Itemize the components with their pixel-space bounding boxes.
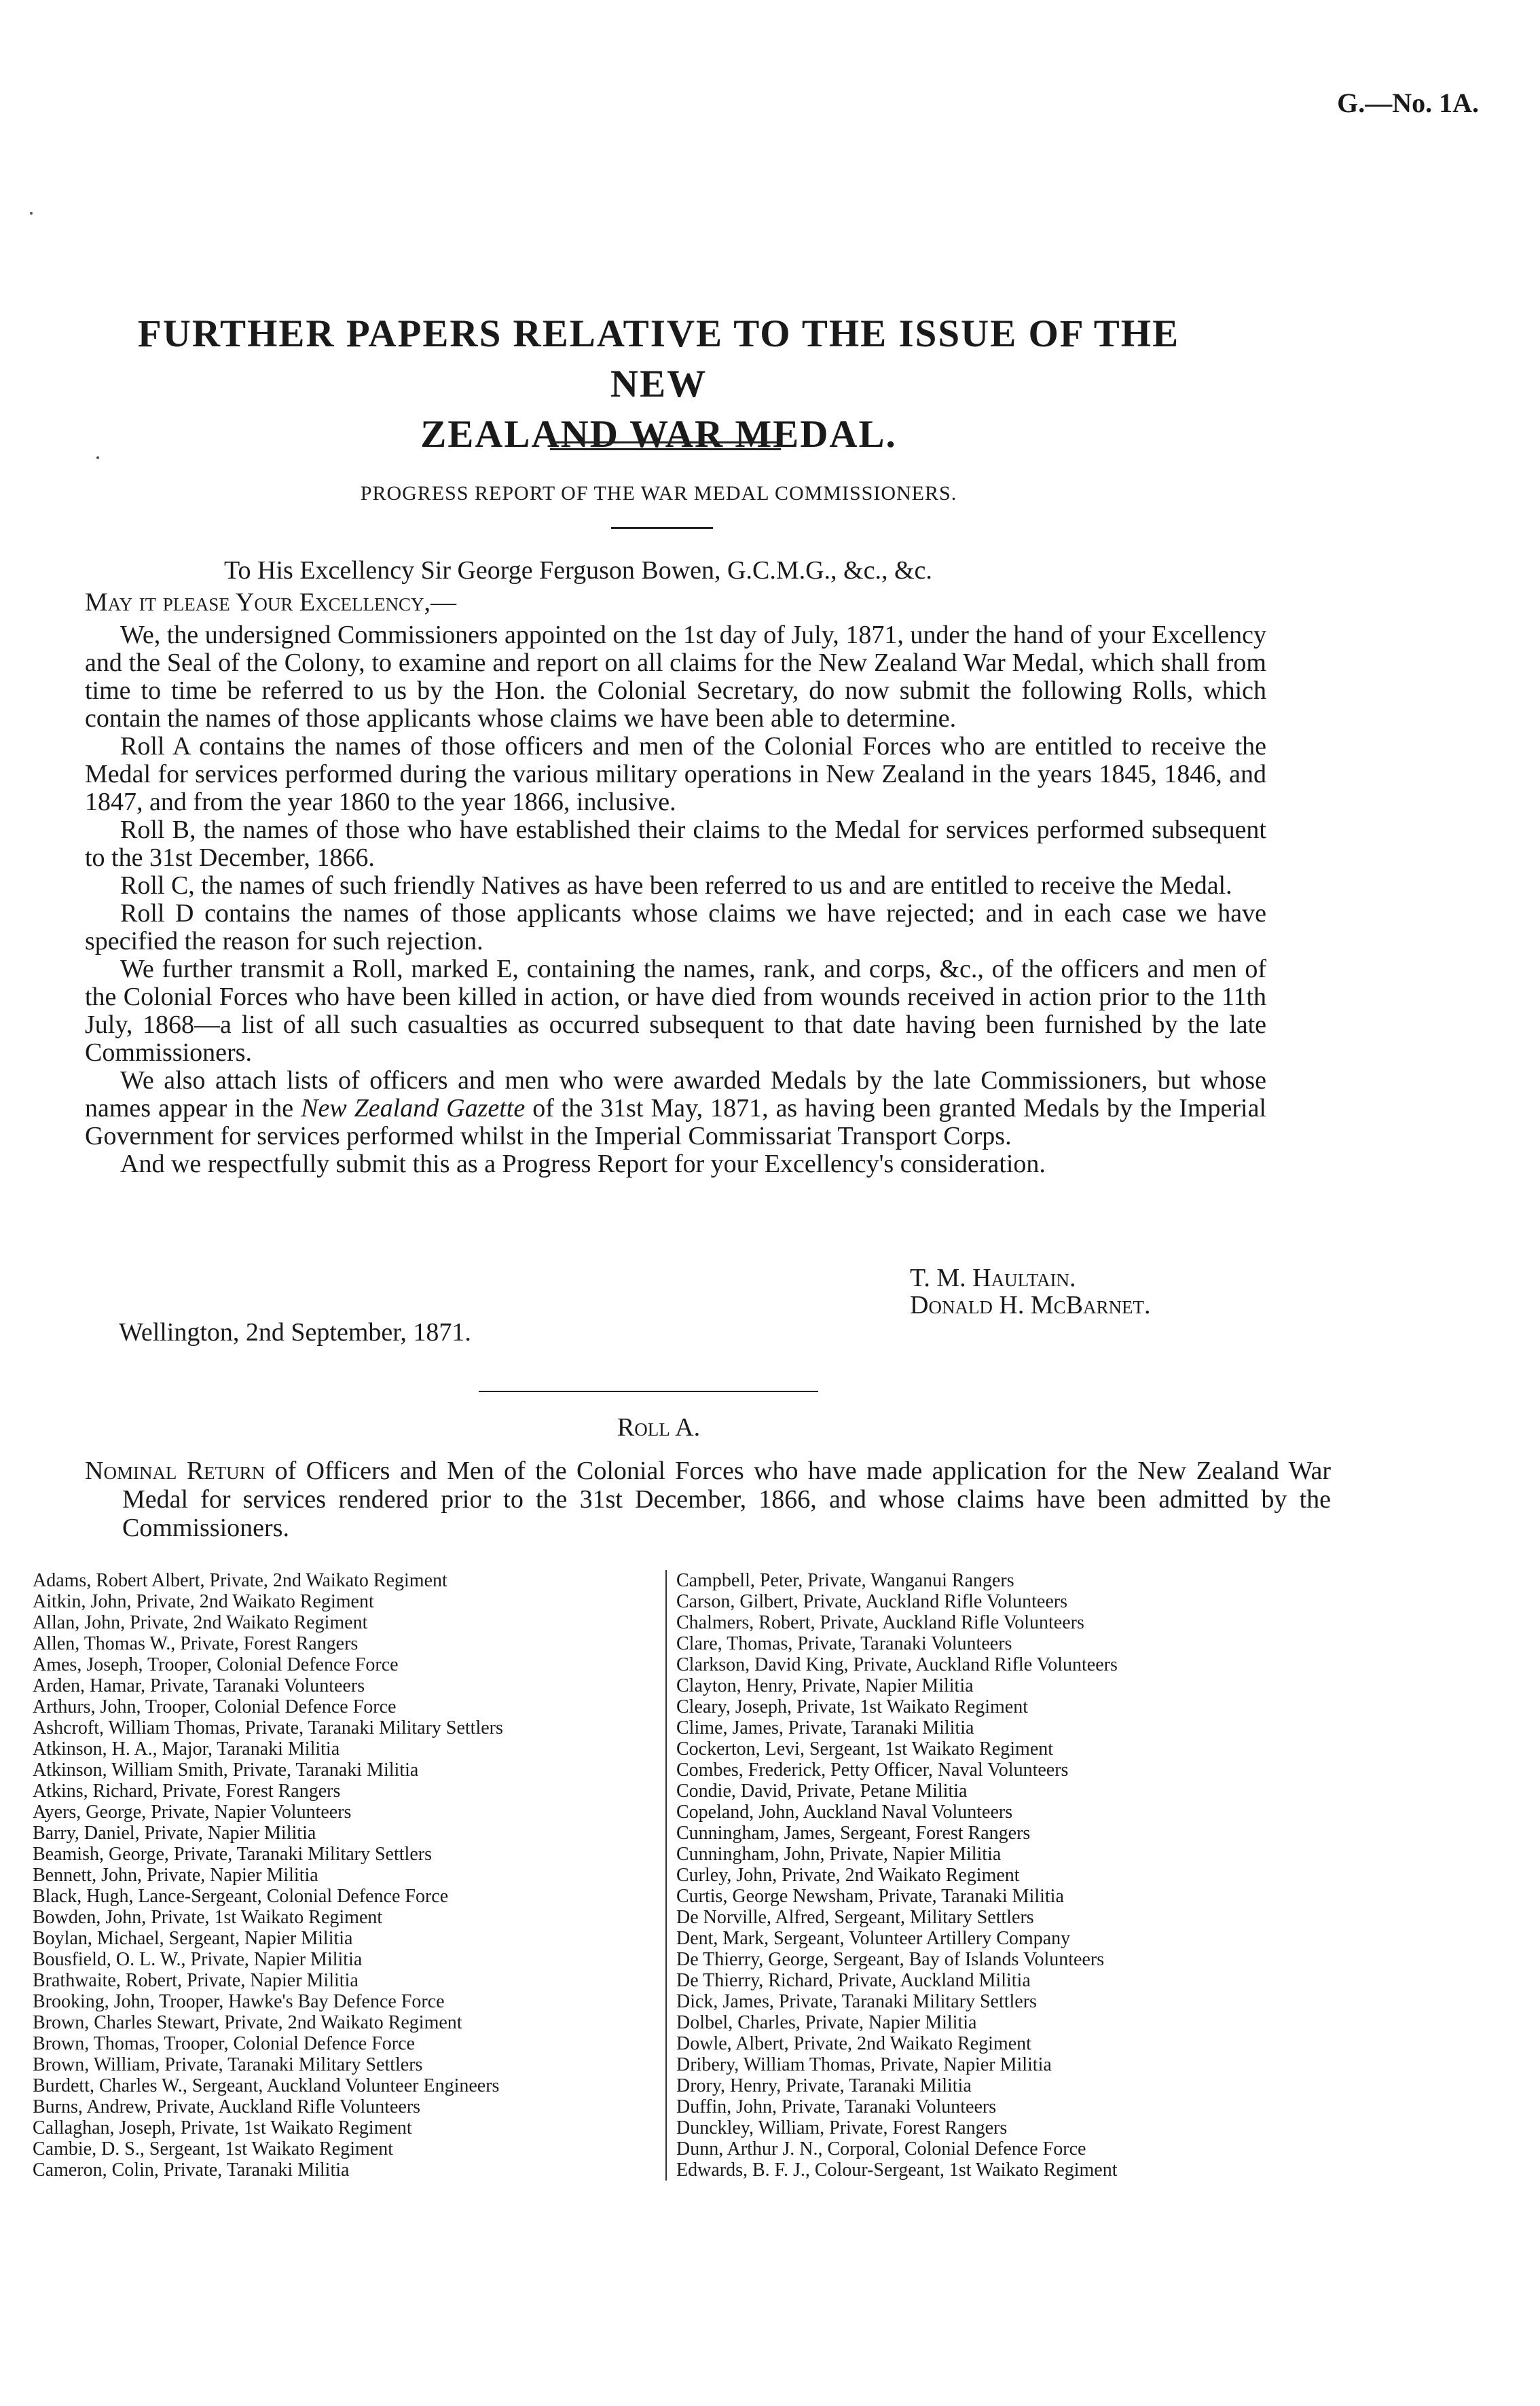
roll-entry: Curley, John, Private, 2nd Waikato Regiment bbox=[676, 1865, 1020, 1886]
roll-entry: Arden, Hamar, Private, Taranaki Volunteers bbox=[33, 1675, 365, 1696]
roll-entry: Duffin, John, Private, Taranaki Volunteers bbox=[676, 2096, 997, 2117]
paragraph-gazette bbox=[85, 1067, 1266, 1150]
gazette-text-after: of the 31st May, 1871, as having been granted Medals by the Imperial Government for services performed whilst in the Imperial Commissariat Transport Corps. bbox=[85, 1094, 1266, 1150]
roll-entry: Cambie, D. S., Sergeant, 1st Waikato Regiment bbox=[33, 2138, 393, 2159]
roll-entry: Bennett, John, Private, Napier Militia bbox=[33, 1865, 318, 1886]
title-line-2: ZEALAND WAR MEDAL. bbox=[420, 413, 897, 456]
nominal-text: of Officers and Men of the Colonial Forces who have made application for the New Zealand War Medal for services rendered prior to the 31st December, 1866, and whose claims have been admitted by the Commissioners. bbox=[122, 1457, 1331, 1542]
roll-entry: Campbell, Peter, Private, Wanganui Rangers bbox=[676, 1570, 1014, 1591]
paragraph-closing: And we respectfully submit this as a Progress Report for your Excellency's consideration. bbox=[120, 1150, 1046, 1178]
roll-entry: Clarkson, David King, Private, Auckland Rifle Volunteers bbox=[676, 1654, 1118, 1675]
roll-entry: De Thierry, George, Sergeant, Bay of Islands Volunteers bbox=[676, 1949, 1105, 1970]
roll-entry: Dent, Mark, Sergeant, Volunteer Artillery Company bbox=[676, 1928, 1071, 1949]
gazette-text-before: We also attach lists of officers and men who were awarded Medals by the late Commissioners, but whose names appear in the bbox=[85, 1066, 1266, 1123]
roll-entry: Allen, Thomas W., Private, Forest Rangers bbox=[33, 1633, 359, 1654]
roll-entry: De Thierry, Richard, Private, Auckland Militia bbox=[676, 1970, 1031, 1991]
roll-entry: Clime, James, Private, Taranaki Militia bbox=[676, 1717, 974, 1738]
paragraph-roll-a: Roll A contains the names of those officers and men of the Colonial Forces who are entitled to receive the Medal for services performed during the various military operations in New Zealand in the years 1845, 1846, and 1847, and from the year 1860 to the year 1866, inclusive. bbox=[85, 732, 1266, 816]
roll-entry: Clayton, Henry, Private, Napier Militia bbox=[676, 1675, 974, 1696]
document-reference: G.—No. 1A. bbox=[1337, 88, 1479, 118]
roll-entry: Ashcroft, William Thomas, Private, Taranaki Military Settlers bbox=[33, 1717, 503, 1738]
roll-entry: Adams, Robert Albert, Private, 2nd Waikato Regiment bbox=[33, 1570, 447, 1591]
roll-entry: Boylan, Michael, Sergeant, Napier Militia bbox=[33, 1928, 353, 1949]
roll-entry: Ayers, George, Private, Napier Volunteers bbox=[33, 1802, 352, 1823]
roll-entry: Barry, Daniel, Private, Napier Militia bbox=[33, 1823, 316, 1844]
paragraph-intro: We, the undersigned Commissioners appointed on the 1st day of July, 1871, under the hand of your Excellency and the Seal of the Colony, to examine and report on all claims for the New Zealand War Medal, which shall from time to time be referred to us by the Hon. the Colonial Secretary, do now submit the following Rolls, which contain the names of those applicants whose claims we have been able to determine. bbox=[85, 621, 1266, 733]
roll-entry: Dolbel, Charles, Private, Napier Militia bbox=[676, 2012, 977, 2033]
paragraph-roll-b: Roll B, the names of those who have established their claims to the Medal for services performed subsequent to the 31st December, 1866. bbox=[85, 816, 1266, 872]
title-rule-top bbox=[550, 441, 781, 443]
roll-entry: Combes, Frederick, Petty Officer, Naval Volunteers bbox=[676, 1760, 1069, 1781]
roll-entry: Callaghan, Joseph, Private, 1st Waikato Regiment bbox=[33, 2117, 412, 2138]
report-body bbox=[85, 621, 1266, 1178]
roll-entry: Dunn, Arthur J. N., Corporal, Colonial Defence Force bbox=[676, 2138, 1086, 2159]
roll-entry: Cockerton, Levi, Sergeant, 1st Waikato Regiment bbox=[676, 1738, 1054, 1760]
roll-left-column bbox=[33, 1570, 503, 2181]
roll-entry: Atkinson, William Smith, Private, Taranaki Militia bbox=[33, 1760, 419, 1781]
roll-entry: Aitkin, John, Private, 2nd Waikato Regiment bbox=[33, 1591, 374, 1612]
print-speck bbox=[30, 212, 33, 215]
roll-entry: Burdett, Charles W., Sergeant, Auckland Volunteer Engineers bbox=[33, 2075, 500, 2096]
roll-entry: Brown, Charles Stewart, Private, 2nd Waikato Regiment bbox=[33, 2012, 462, 2033]
address-line: To His Excellency Sir George Ferguson Bowen, G.C.M.G., &c., &c. bbox=[224, 556, 932, 585]
roll-entry: Carson, Gilbert, Private, Auckland Rifle Volunteers bbox=[676, 1591, 1067, 1612]
roll-entry: Chalmers, Robert, Private, Auckland Rifle Volunteers bbox=[676, 1612, 1084, 1633]
dateline: Wellington, 2nd September, 1871. bbox=[119, 1318, 471, 1347]
report-subtitle: PROGRESS REPORT OF THE WAR MEDAL COMMISSIONERS. bbox=[360, 482, 957, 505]
roll-entry: Cameron, Colin, Private, Taranaki Militia bbox=[33, 2159, 350, 2181]
roll-entry: Allan, John, Private, 2nd Waikato Regiment bbox=[33, 1612, 368, 1633]
roll-entry: Dowle, Albert, Private, 2nd Waikato Regiment bbox=[676, 2033, 1031, 2054]
signature-haultain: T. M. Haultain. bbox=[910, 1264, 1076, 1292]
section-rule bbox=[479, 1391, 818, 1392]
nominal-return-intro bbox=[85, 1457, 1331, 1542]
roll-entry: Beamish, George, Private, Taranaki Military Settlers bbox=[33, 1844, 432, 1865]
roll-entry: Condie, David, Private, Petane Militia bbox=[676, 1781, 968, 1802]
nominal-lead: Nominal Return bbox=[85, 1457, 265, 1485]
paragraph-roll-d: Roll D contains the names of those applicants whose claims we have rejected; and in each case we have specified the reason for such rejection. bbox=[85, 899, 1266, 955]
roll-entry: Cleary, Joseph, Private, 1st Waikato Regiment bbox=[676, 1696, 1028, 1717]
subtitle-rule bbox=[611, 527, 713, 529]
title-rule-bottom bbox=[550, 448, 781, 450]
roll-entry: Dick, James, Private, Taranaki Military Settlers bbox=[676, 1991, 1037, 2012]
gazette-title: New Zealand Gazette bbox=[301, 1094, 526, 1123]
roll-entry: Arthurs, John, Trooper, Colonial Defence Force bbox=[33, 1696, 397, 1717]
roll-entry: Bousfield, O. L. W., Private, Napier Militia bbox=[33, 1949, 363, 1970]
roll-right-column bbox=[665, 1570, 1118, 2181]
roll-entry: Brathwaite, Robert, Private, Napier Militia bbox=[33, 1970, 359, 1991]
roll-entry: Dribery, William Thomas, Private, Napier Militia bbox=[676, 2054, 1052, 2075]
roll-entry: Atkinson, H. A., Major, Taranaki Militia bbox=[33, 1738, 340, 1760]
roll-entry: Clare, Thomas, Private, Taranaki Volunteers bbox=[676, 1633, 1012, 1654]
roll-entry: Atkins, Richard, Private, Forest Rangers bbox=[33, 1781, 341, 1802]
roll-entry: Burns, Andrew, Private, Auckland Rifle Volunteers bbox=[33, 2096, 421, 2117]
roll-entry: Cunningham, John, Private, Napier Militia bbox=[676, 1844, 1002, 1865]
roll-entry: Drory, Henry, Private, Taranaki Militia bbox=[676, 2075, 972, 2096]
roll-entry: Bowden, John, Private, 1st Waikato Regiment bbox=[33, 1907, 383, 1928]
roll-entry: Brown, William, Private, Taranaki Military Settlers bbox=[33, 2054, 423, 2075]
roll-entry: Cunningham, James, Sergeant, Forest Rangers bbox=[676, 1823, 1031, 1844]
roll-entry: Brooking, John, Trooper, Hawke's Bay Defence Force bbox=[33, 1991, 445, 2012]
roll-entry: Edwards, B. F. J., Colour-Sergeant, 1st Waikato Regiment bbox=[676, 2159, 1118, 2181]
roll-heading: Roll A. bbox=[617, 1413, 701, 1442]
signature-mcbarnet: Donald H. McBarnet. bbox=[910, 1291, 1151, 1319]
document-title bbox=[95, 309, 1222, 460]
paragraph-roll-c: Roll C, the names of such friendly Natives as have been referred to us and are entitled to receive the Medal. bbox=[120, 871, 1232, 900]
roll-entry: Copeland, John, Auckland Naval Volunteers bbox=[676, 1802, 1013, 1823]
salutation: May it please Your Excellency,— bbox=[85, 588, 457, 617]
roll-entry: Curtis, George Newsham, Private, Taranaki Militia bbox=[676, 1886, 1064, 1907]
title-line-1: FURTHER PAPERS RELATIVE TO THE ISSUE OF THE NEW bbox=[137, 312, 1180, 405]
roll-entry: Brown, Thomas, Trooper, Colonial Defence Force bbox=[33, 2033, 415, 2054]
roll-entry: Black, Hugh, Lance-Sergeant, Colonial Defence Force bbox=[33, 1886, 449, 1907]
roll-entry: Ames, Joseph, Trooper, Colonial Defence Force bbox=[33, 1654, 399, 1675]
roll-entry: De Norville, Alfred, Sergeant, Military Settlers bbox=[676, 1907, 1034, 1928]
roll-entry: Dunckley, William, Private, Forest Rangers bbox=[676, 2117, 1008, 2138]
paragraph-roll-e: We further transmit a Roll, marked E, containing the names, rank, and corps, &c., of the officers and men of the Colonial Forces who have been killed in action, or have died from wounds received in action prior to the 11th July, 1868—a list of all such casualties as occurred subsequent to that date having been furnished by the late Commissioners. bbox=[85, 955, 1266, 1067]
